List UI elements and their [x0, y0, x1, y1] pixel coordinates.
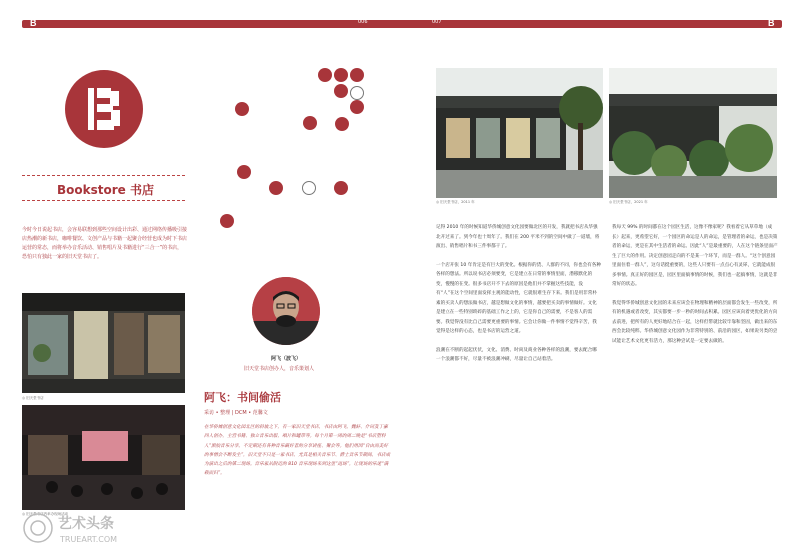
decor-dot: [334, 181, 348, 195]
storefront-photo-2011: [436, 68, 603, 198]
photo-caption-2021: ◎ 旧天堂书店，2021 年: [609, 200, 648, 204]
decor-dot: [318, 68, 332, 82]
body-paragraph: 我觉得华侨城创意文化园的未来应该会在物理和精神的层面都会发生一些改变，所有的机遇或者改变，其实都要一步一秒的时间去积累。园区应该向着更优化的方向去前进，把所有的人更好地结合在一起，这样但带就比较牢靠和坚固，做出来的东西会比较纯粹。华侨城创意文化园作为非常特别的、前沿的园区，如果说另类的尝试能让艺术文化更有活力，那这种尝试是一定要去做的。: [612, 300, 778, 344]
decor-dot: [303, 116, 317, 130]
decor-dot: [334, 68, 348, 82]
decor-dot: [235, 102, 249, 116]
decor-dot: [350, 100, 364, 114]
bookstore-b-logo-icon: [88, 88, 120, 130]
body-paragraph: 我每天 99% 的时间都在这个园区生活，这像不像家呢？我看着它从草草地（成长）起来，更希望它好，一个园区的命运是人的命运，是管理者的命运，也是决策者的命运，更是在其中生活者的命运。因此“人”是最重要的，人在这个链条里面产生了巨大的作用。决定创意园走向的不是某一个环节，而是一群人。“这个创意园里面住着一群人”，这句话挺重要的，这些人只要有一点点心有灵犀，它就能成很多事情。真正好的园区是，园区里面搞事情的时候，我们也一起搞事情，这就是非常好的状态。: [612, 225, 778, 287]
article-title: 阿飞：书间偷活: [204, 391, 281, 404]
bookstore-event-photo: [22, 405, 185, 510]
intro-paragraph: 今时今日说起书店，会容易联想到那些空间设计出彩、通过网络传播吸引接店热潮的新书店，咖啡餐饮、文创产品与书籍一起聚合经营也成为时下书店运营的常态，而将举办音乐活动、销售唱片及书籍进行“三合一”的书店，恐怕只有独此一家的旧天堂书店了。: [22, 227, 188, 260]
watermark-logo-icon: [22, 509, 142, 547]
body-column-middle: [436, 223, 601, 374]
decor-dot: [269, 181, 283, 195]
photo-caption-left-bottom: ◎ 旧天堂书店内举办现场活动: [22, 512, 69, 516]
watermark: [22, 509, 142, 547]
decor-dot-outline: [302, 181, 316, 195]
right-page-number: 007: [432, 19, 442, 25]
decor-dot: [335, 117, 349, 131]
decor-dot: [220, 214, 234, 228]
watermark-brand: 艺术头条: [58, 516, 114, 532]
title-rule-top: [22, 175, 185, 176]
section-title: Bookstore 书店: [57, 183, 154, 197]
decor-dot: [350, 68, 364, 82]
body-column-right: [612, 223, 778, 355]
body-paragraph: 浪潮在不断的起起伏伏，文化、消费、时尚及商业各种各样的浪潮，要去配合哪一个浪潮都不好，尽量不被浪潮冲刷，尽量让自己站着活。: [436, 347, 597, 362]
left-page-number: 006: [358, 19, 368, 25]
decor-dot: [237, 165, 251, 179]
left-page-letter: B: [30, 18, 37, 28]
article-lede: 在华侨城创意文化园北区的斜坡之下，有一家旧天堂书店，书店由阿飞、魏轩、介词及丁嘉四人创办，主营书籍、独立音乐出版、唱片和罐带等。每个月第一周的周二晚是“书店塑料人”黑胶音乐分享，不定期还有各种音乐霸好者的分享讲座、聚会等。他们用因“自由而美好的事情会不断发生”，旧天堂不只是一家书店，尤其是相关音乐节、爵士音乐节期间，书店成为演出之后的第二现场。音乐家从附近的 810 音乐现场来到这里“返场”，让现场的乐迷“满载而归”。: [204, 425, 391, 477]
decor-dot: [334, 84, 348, 98]
decor-dot-outline: [350, 86, 364, 100]
photo-caption-2011: ◎ 旧天堂书店，2011 年: [436, 200, 475, 204]
right-page-letter: B: [768, 18, 775, 28]
storefront-photo-2021: [609, 68, 777, 198]
photo-caption-left-top: ◎ 旧天堂书店: [22, 396, 44, 400]
avatar: [252, 277, 320, 345]
body-paragraph: 记得 2010 年的时候知道华侨城创意文化园要做北区的开发，我就把书店从华强北开过来了。到今年也十周年了。我们在 200 平米不到的空间中做了一道墙，将演出、销售唱片和书三件事都干了。: [436, 225, 600, 249]
body-paragraph: 一个店开张 10 年肯定是有巨大的变化。根据你的货、人群的不同，你也会有各种各样的想法。所以说书店必须要变，它是建立在日常的事情里面，潜移默化的变，慢慢的在变。很多书店开不下去的原因是他们并不掌握这些技能，没有“人”在这个空间里面发挥主观的能动性，它就很难生存下来。我们是用非常朴素的买卖人的想法做书店，越是想做文化的事情，越要把买卖的事情做好。文化是建立在一些特别琐碎的基础工作之上的，它是你自己的需要，不是客人的需要。我觉得没有比自己需要更重要的事情。它会让你做一件事情不觉得辛苦，我觉得是这样的心态，也是书店的运营之道。: [436, 262, 601, 334]
top-bar: [22, 20, 782, 28]
person-name: 阿飞（波飞）: [271, 356, 302, 362]
title-rule-bottom: [22, 200, 185, 201]
watermark-site: TRUEART.COM: [60, 535, 118, 544]
article-credit: 采访 • 整理 | DCM • 范馨文: [204, 410, 268, 416]
person-role: 旧天堂书店创办人，音乐策划人: [244, 366, 315, 372]
bookstore-photo-daytime: [22, 293, 185, 393]
